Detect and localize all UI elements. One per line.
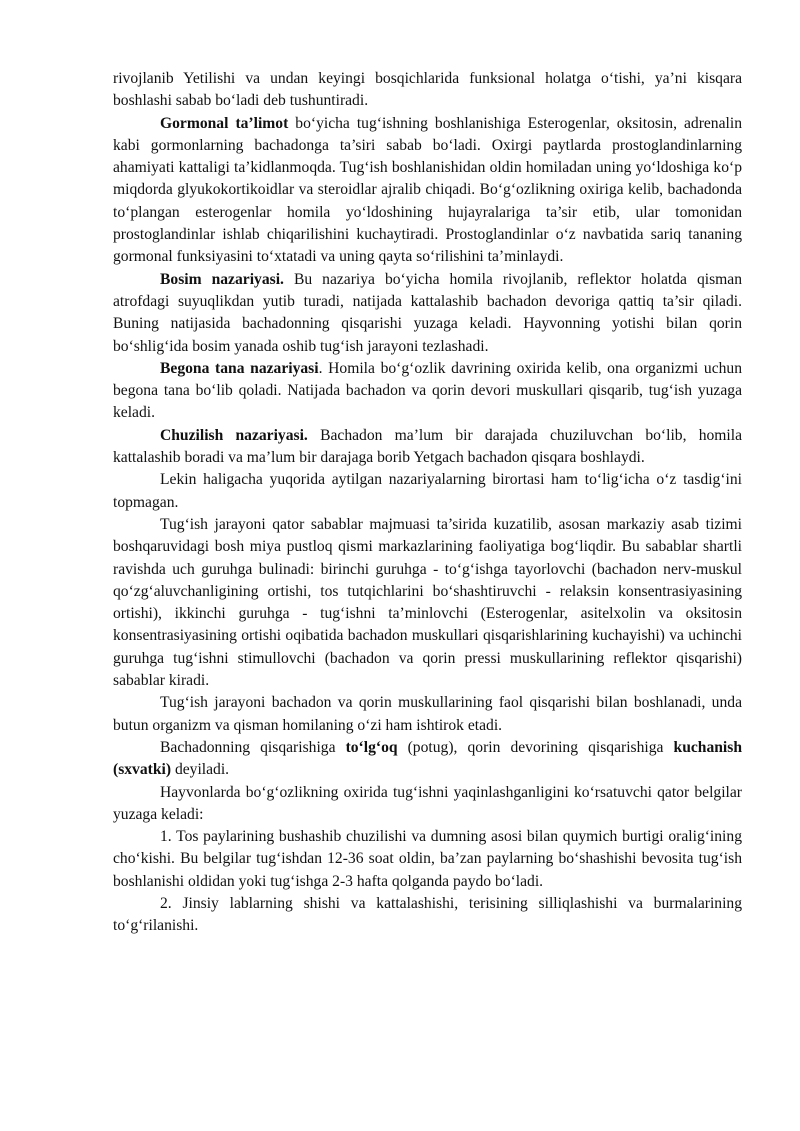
paragraph-text: Hayvonlarda bo‘g‘ozlikning oxirida tug‘ishni yaqinlashganligini ko‘rsatuvchi qator belgilar yuzaga keladi: (113, 783, 742, 823)
paragraph-text: Bachadon ma’lum bir darajada chuziluvchan bo‘lib, homila kattalashib boradi va ma’lum bir darajaga borib Yetgach bachadon qisqara boshlaydi. (113, 426, 743, 467)
paragraph-6 (113, 514, 742, 692)
heading-gormonal-talimot: Gormonal ta’limot (160, 114, 289, 132)
paragraph-text: (potug), qorin devorining qisqarishiga (397, 738, 674, 756)
paragraph-5 (113, 469, 742, 514)
paragraph-chuzilish-nazariyasi (113, 425, 742, 470)
term-kuchanish: kuchanish (sxvatki) (113, 738, 742, 779)
paragraph-text: 1. Tos paylarining bushashib chuzilishi va dumning asosi bilan quymich burtigi oralig‘ining cho‘kishi. Bu belgilar tug‘ishdan 12-36 soat oldin, ba’zan paylarning bo‘shashishi bevosita tug‘ish boshlanishi oldidan yoki tug‘ishga 2-3 hafta qolganda paydo bo‘ladi. (113, 828, 742, 890)
paragraph-text: rivojlanib Yetilishi va undan keyingi bosqichlarida funksional holatga o‘tishi, ya’ni kisqara boshlashi sabab bo‘ladi deb tushuntiradi. (113, 70, 742, 110)
paragraph-text: . Homila bo‘g‘ozlik davrining oxirida kelib, ona organizmi uchun begona tana bo‘lib qoladi. Natijada bachadon va qorin devori muskullari qisqarib, tug‘ish yuzaga keladi. (113, 359, 743, 422)
paragraph-begona-tana-nazariyasi (113, 358, 742, 425)
paragraph-text: Tug‘ish jarayoni bachadon va qorin muskullarining faol qisqarishi bilan boshlanadi, unda butun organizm va qisman homilaning o‘zi ham ishtirok etadi. (113, 694, 742, 734)
paragraph-text: Lekin haligacha yuqorida aytilgan nazariyalarning birortasi ham to‘lig‘icha o‘z tasdig‘ini topmagan. (113, 471, 742, 511)
paragraph-gormonal-talimot (113, 113, 742, 269)
term-tolgoq: to‘lg‘oq (345, 738, 398, 756)
paragraph-text: deyiladi. (171, 761, 230, 779)
paragraph-text: bo‘yicha tug‘ishning boshlanishiga Esterogenlar, oksitosin, adrenalin kabi gormonlarning bachadonga ta’siri sabab bo‘ladi. Oxirgi paytlarda prostoglandinlarning ahamiyati kattaligi ta’kidlanmoqda. Tug‘ish boshlanishidan oldin homiladan uning yo‘ldoshiga ko‘p miqdorda glyukokortikoidlar va steroidlar ajralib chiqadi. Bo‘g‘ozlikning oxiriga kelib, bachadonda to‘plangan esterogenlar homila yo‘ldoshining hujayralariga ta’sir etib, ular tomonidan prostoglandinlar ishlab chiqarilishini kuchaytiradi. Prostoglandinlar o‘z navbatida sariq tananing gormonal funksiyasini to‘xtatadi va uning qayta so‘rilishini ta’minlaydi. (113, 114, 742, 266)
heading-bosim-nazariyasi: Bosim nazariyasi. (160, 270, 284, 288)
paragraph-text: Bachadonning qisqarishiga (160, 738, 346, 756)
list-item-2 (113, 893, 742, 938)
heading-begona-tana-nazariyasi: Begona tana nazariyasi (160, 359, 319, 377)
paragraph-9 (113, 782, 742, 827)
paragraph-text: 2. Jinsiy lablarning shishi va kattalashishi, terisining silliqlashishi va burmalarining to‘g‘rilanishi. (113, 894, 742, 935)
paragraph-7 (113, 692, 742, 737)
paragraph-8 (113, 737, 742, 782)
document-page (113, 68, 742, 938)
paragraph-text: Bu nazariya bo‘yicha homila rivojlanib, reflektor holatda qisman atrofdagi suyuqlikdan yutib turadi, natijada kattalashib bachadon devoriga qattiq ta’sir qiladi. Buning natijasida bachadonning qisqarishi yuzaga keladi. Hayvonning yotishi bilan qorin bo‘shlig‘ida bosim yanada oshib tug‘ish jarayoni tezlashadi. (113, 270, 742, 355)
list-item-1 (113, 826, 742, 893)
heading-chuzilish-nazariyasi: Chuzilish nazariyasi. (160, 426, 308, 444)
paragraph-0 (113, 68, 742, 113)
paragraph-bosim-nazariyasi (113, 269, 742, 358)
paragraph-text: Tug‘ish jarayoni qator sabablar majmuasi ta’sirida kuzatilib, asosan markaziy asab tizimi boshqaruvidagi bosh miya pustloq qismi markazlarining faoliyatiga bog‘liqdir. Bu sabablar shartli ravishda uch guruhga bulinadi: birinchi guruhga - to‘g‘ishga tayorlovchi (bachadon nerv-muskul qo‘zg‘aluvchanligining ortishi, tos tutqichlarini bo‘shashtiruvchi - relaksin konsentrasiyasining ortishi), ikkinchi guruhga - tug‘ishni ta’minlovchi (Esterogenlar, asitelxolin va oksitosin konsentrasiyasining ortishi oqibatida bachadon muskullari qisqarishlarining kuchayishi) va uchinchi guruhga tug‘ishni stimullovchi (bachadon va qorin pressi muskullarining reflektor qisqarishi) sabablar kiradi. (113, 515, 742, 690)
